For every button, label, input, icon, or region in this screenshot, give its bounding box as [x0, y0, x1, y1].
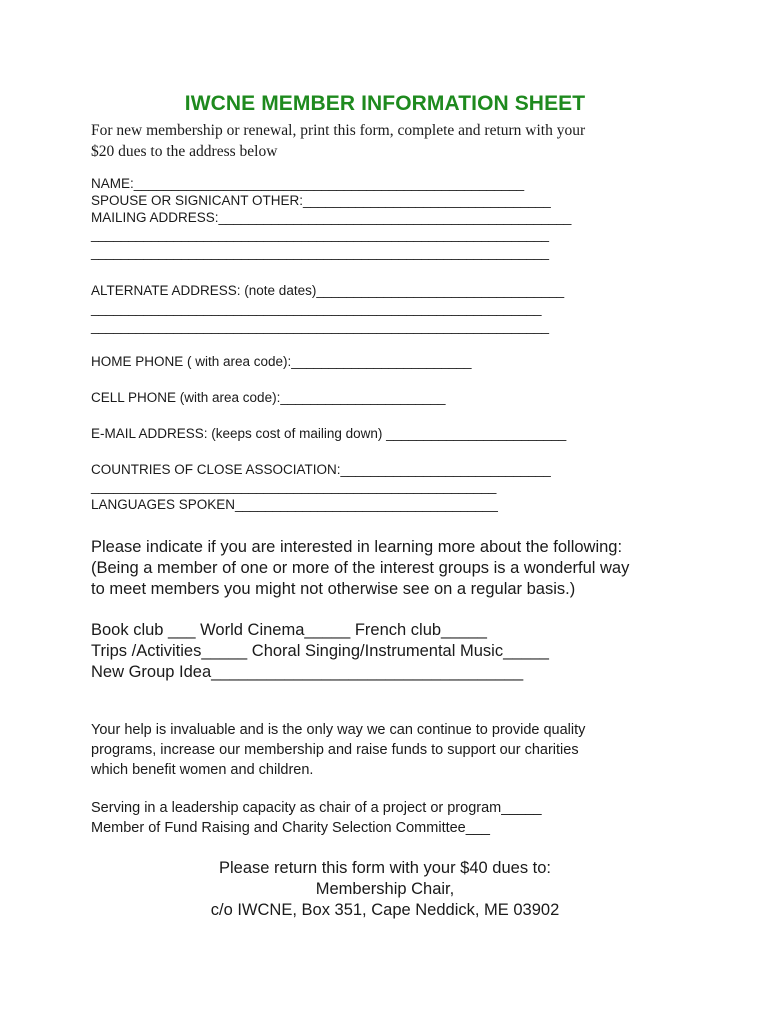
mailing-address-line-2[interactable]: _____________________________________________________________ — [91, 227, 549, 242]
languages-field[interactable]: LANGUAGES SPOKEN___________________________________ — [91, 497, 498, 512]
groups-line-1[interactable]: Book club ___ World Cinema_____ French club_____ — [91, 621, 487, 639]
return-line-2: Membership Chair, — [315, 880, 455, 898]
alternate-address-line-3[interactable]: _____________________________________________________________ — [91, 319, 549, 334]
countries-field[interactable]: COUNTRIES OF CLOSE ASSOCIATION:____________________________ — [91, 462, 551, 477]
countries-line-2[interactable]: ______________________________________________________ — [91, 479, 497, 494]
interest-line-1: Please indicate if you are interested in learning more about the following: — [91, 538, 623, 556]
alternate-address-field[interactable]: ALTERNATE ADDRESS: (note dates)_________________________________ — [91, 283, 565, 298]
spouse-field[interactable]: SPOUSE OR SIGNICANT OTHER:_________________________________ — [91, 193, 551, 208]
intro-line-1: For new membership or renewal, print this form, complete and return with your — [91, 122, 586, 139]
page-title: IWCNE MEMBER INFORMATION SHEET — [184, 92, 586, 115]
help-line-2: programs, increase our membership and raise funds to support our charities — [91, 742, 579, 758]
new-group-idea-field[interactable]: New Group Idea__________________________________ — [91, 663, 524, 681]
groups-line-2[interactable]: Trips /Activities_____ Choral Singing/Instrumental Music_____ — [91, 642, 549, 660]
help-line-3: which benefit women and children. — [91, 762, 314, 778]
interest-line-2: (Being a member of one or more of the interest groups is a wonderful way — [91, 559, 630, 577]
interest-line-3: to meet members you might not otherwise see on a regular basis.) — [91, 580, 576, 598]
mailing-address-line-3[interactable]: _____________________________________________________________ — [91, 245, 549, 260]
alternate-address-line-2[interactable]: ____________________________________________________________ — [91, 301, 542, 316]
return-line-1: Please return this form with your $40 dues to: — [219, 859, 551, 877]
name-field[interactable]: NAME:____________________________________________________ — [91, 176, 525, 191]
cell-phone-field[interactable]: CELL PHONE (with area code):______________________ — [91, 390, 446, 405]
committee-field[interactable]: Member of Fund Raising and Charity Selection Committee___ — [91, 820, 490, 836]
intro-text — [91, 120, 691, 162]
home-phone-field[interactable]: HOME PHONE ( with area code):________________________ — [91, 354, 472, 369]
help-line-1: Your help is invaluable and is the only way we can continue to provide quality — [91, 722, 586, 738]
mailing-address-field[interactable]: MAILING ADDRESS:_______________________________________________ — [91, 210, 572, 225]
return-address: c/o IWCNE, Box 351, Cape Neddick, ME 03902 — [210, 901, 560, 919]
leadership-chair-field[interactable]: Serving in a leadership capacity as chair of a project or program_____ — [91, 800, 542, 816]
intro-line-2: $20 dues to the address below — [91, 143, 278, 160]
email-field[interactable]: E-MAIL ADDRESS: (keeps cost of mailing down) ________________________ — [91, 426, 567, 441]
